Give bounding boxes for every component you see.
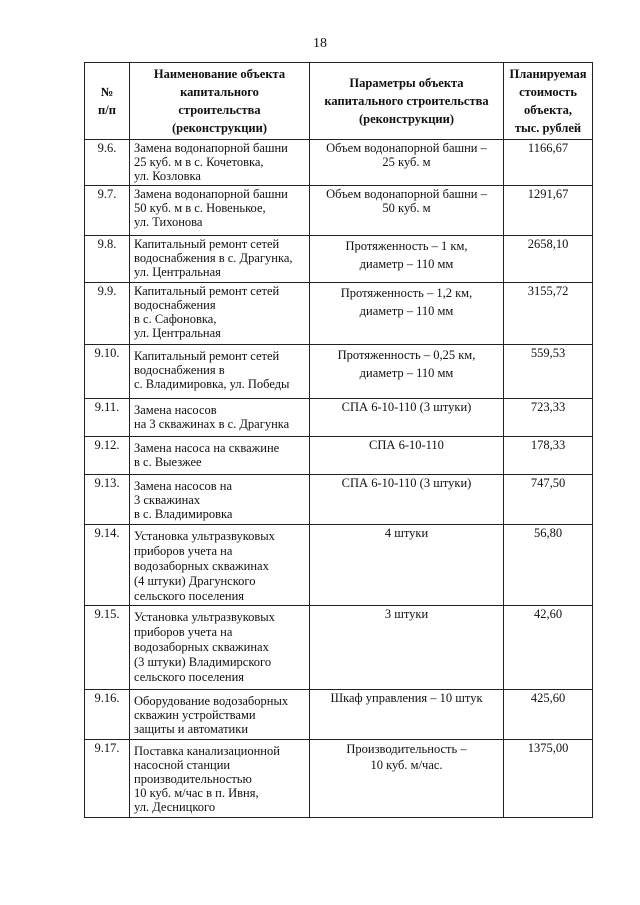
object-cost: 1166,67	[504, 140, 593, 186]
object-cost: 2658,10	[504, 236, 593, 283]
object-name: Установка ультразвуковых приборов учета на водозаборных скважинах (3 штуки) Владимирского сельского поселения	[130, 606, 310, 690]
object-cost: 3155,72	[504, 283, 593, 345]
row-number: 9.11.	[85, 399, 130, 437]
object-cost: 178,33	[504, 437, 593, 475]
object-params: 4 штуки	[310, 525, 504, 606]
row-number: 9.10.	[85, 345, 130, 399]
object-cost: 723,33	[504, 399, 593, 437]
page-number: 18	[313, 36, 327, 51]
table-row	[85, 606, 593, 690]
object-cost: 1375,00	[504, 740, 593, 818]
header-cost: Планируемая стоимость объекта, тыс. рублей	[504, 63, 593, 140]
object-name: Поставка канализационной насосной станции производительностью 10 куб. м/час в п. Ивня, ул. Десницкого	[130, 740, 310, 818]
object-cost: 42,60	[504, 606, 593, 690]
header-num: № п/п	[85, 63, 130, 140]
row-number: 9.16.	[85, 690, 130, 740]
table-row	[85, 690, 593, 740]
row-number: 9.7.	[85, 186, 130, 236]
row-number: 9.14.	[85, 525, 130, 606]
header-params: Параметры объекта капитального строительства (реконструкции)	[310, 63, 504, 140]
table-row	[85, 475, 593, 525]
row-number: 9.8.	[85, 236, 130, 283]
object-name: Замена насосов на 3 скважинах в с. Владимировка	[130, 475, 310, 525]
table-row	[85, 437, 593, 475]
object-cost: 747,50	[504, 475, 593, 525]
table-row	[85, 525, 593, 606]
table-row	[85, 345, 593, 399]
object-params: СПА 6-10-110	[310, 437, 504, 475]
object-params: СПА 6-10-110 (3 штуки)	[310, 475, 504, 525]
header-name: Наименование объекта капитального строительства (реконструкции)	[130, 63, 310, 140]
object-name: Замена насосов на 3 скважинах в с. Драгунка	[130, 399, 310, 437]
table-row	[85, 283, 593, 345]
object-params: Объем водонапорной башни – 25 куб. м	[310, 140, 504, 186]
table-header-row	[85, 63, 593, 140]
object-name: Капитальный ремонт сетей водоснабжения в с. Владимировка, ул. Победы	[130, 345, 310, 399]
object-name: Капитальный ремонт сетей водоснабжения в с. Драгунка, ул. Центральная	[130, 236, 310, 283]
row-number: 9.12.	[85, 437, 130, 475]
table-row	[85, 236, 593, 283]
object-params: Протяженность – 1 км, диаметр – 110 мм	[310, 236, 504, 283]
object-name: Оборудование водозаборных скважин устройствами защиты и автоматики	[130, 690, 310, 740]
row-number: 9.6.	[85, 140, 130, 186]
object-name: Замена водонапорной башни 25 куб. м в с. Кочетовка, ул. Козловка	[130, 140, 310, 186]
object-name: Капитальный ремонт сетей водоснабжения в с. Сафоновка, ул. Центральная	[130, 283, 310, 345]
table-row	[85, 186, 593, 236]
capital-construction-table	[84, 62, 593, 818]
row-number: 9.15.	[85, 606, 130, 690]
row-number: 9.9.	[85, 283, 130, 345]
object-cost: 559,53	[504, 345, 593, 399]
table-row	[85, 140, 593, 186]
object-params: СПА 6-10-110 (3 штуки)	[310, 399, 504, 437]
row-number: 9.17.	[85, 740, 130, 818]
object-params: Шкаф управления – 10 штук	[310, 690, 504, 740]
object-params: Протяженность – 0,25 км, диаметр – 110 мм	[310, 345, 504, 399]
object-name: Замена насоса на скважине в с. Выезжее	[130, 437, 310, 475]
row-number: 9.13.	[85, 475, 130, 525]
object-cost: 1291,67	[504, 186, 593, 236]
table-row	[85, 740, 593, 818]
object-name: Замена водонапорной башни 50 куб. м в с. Новенькое, ул. Тихонова	[130, 186, 310, 236]
object-params: Производительность – 10 куб. м/час.	[310, 740, 504, 818]
table-row	[85, 399, 593, 437]
object-cost: 56,80	[504, 525, 593, 606]
object-params: 3 штуки	[310, 606, 504, 690]
object-params: Протяженность – 1,2 км, диаметр – 110 мм	[310, 283, 504, 345]
object-cost: 425,60	[504, 690, 593, 740]
object-params: Объем водонапорной башни – 50 куб. м	[310, 186, 504, 236]
object-name: Установка ультразвуковых приборов учета на водозаборных скважинах (4 штуки) Драгунского сельского поселения	[130, 525, 310, 606]
